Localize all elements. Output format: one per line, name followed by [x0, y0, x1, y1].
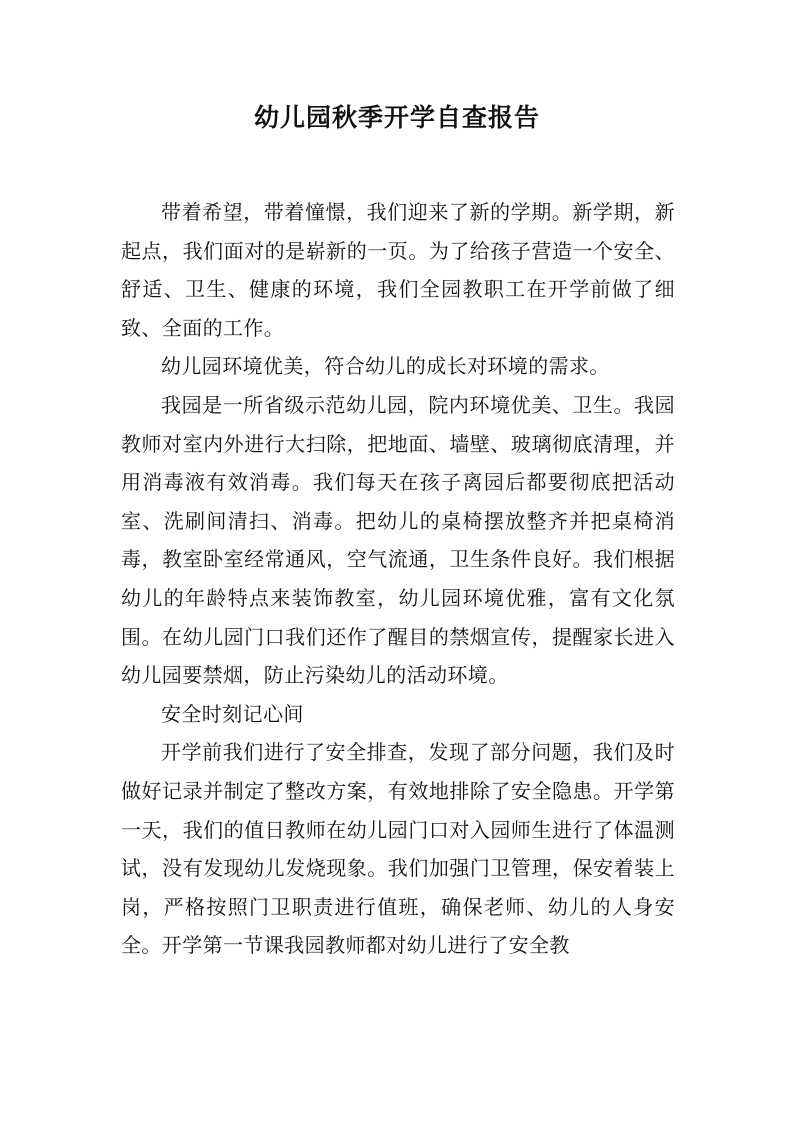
- paragraph-safety: 开学前我们进行了安全排查，发现了部分问题，我们及时做好记录并制定了整改方案，有效地排除了安全隐患。开学第一天，我们的值日教师在幼儿园门口对入园师生进行了体温测试，没有发现幼儿发烧现象。我们加强门卫管理，保安着装上岗，严格按照门卫职责进行值班，确保老师、幼儿的人身安全。开学第一节课我园教师都对幼儿进行了安全教: [121, 740, 675, 958]
- paragraph-intro: 带着希望，带着憧憬，我们迎来了新的学期。新学期，新起点，我们面对的是崭新的一页。为了给孩子营造一个安全、舒适、卫生、健康的环境，我们全园教职工在开学前做了细致、全面的工作。: [121, 200, 675, 340]
- paragraph-safety-heading: 安全时刻记心间: [161, 701, 304, 726]
- document-body: [121, 193, 675, 965]
- paragraph-environment: 我园是一所省级示范幼儿园，院内环境优美、卫生。我园教师对室内外进行大扫除，把地面、墙壁、玻璃彻底清理，并用消毒液有效消毒。我们每天在孩子离园后都要彻底把活动室、洗刷间清扫、消毒。把幼儿的桌椅摆放整齐并把桌椅消毒，教室卧室经常通风，空气流通，卫生条件良好。我们根据幼儿的年龄特点来装饰教室，幼儿园环境优雅，富有文化氛围。在幼儿园门口我们还作了醒目的禁烟宣传，提醒家长进入幼儿园要禁烟，防止污染幼儿的活动环境。: [121, 392, 675, 688]
- paragraph-environment-heading: 幼儿园环境优美，符合幼儿的成长对环境的需求。: [161, 354, 610, 379]
- document-title: 幼儿园秋季开学自查报告: [253, 103, 540, 132]
